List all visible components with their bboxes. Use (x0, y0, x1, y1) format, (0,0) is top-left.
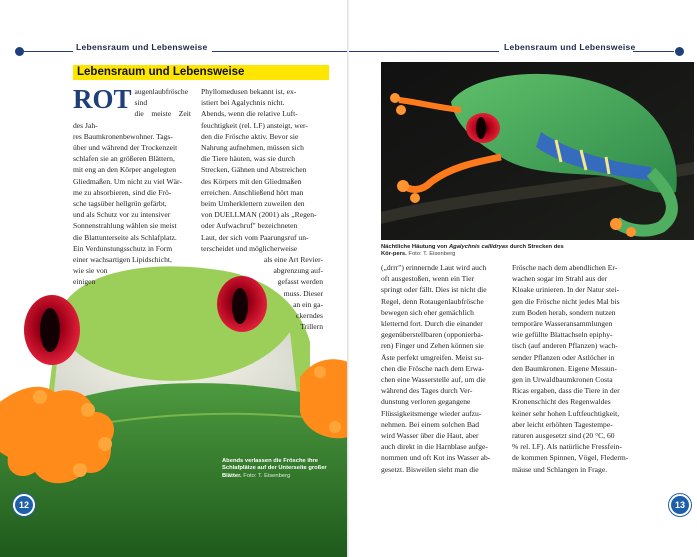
text-line: wird Wasser über die Haut, aber (381, 431, 479, 441)
text-line: ckerndes (296, 311, 323, 321)
text-line: einigen (73, 277, 96, 287)
text-line: an ein ga- (293, 299, 323, 309)
text-line: % rel. LF). Als natürliche Fressfein- (512, 442, 622, 452)
text-line: gen in Urwaldbaumkronen Costa (512, 375, 613, 385)
text-line: gesetzt. Bisweilen sieht man die (381, 464, 479, 474)
text-line: die Blattunterseite als Schlafplatz. (73, 232, 177, 242)
running-head-right: Lebensraum und Lebensweise (504, 42, 636, 52)
text-line: tisch (auf anderen Pflanzen) wach- (512, 341, 618, 351)
text-line: wie gefüllte Blattachseln epiphy- (512, 330, 613, 340)
text-line: de kommen Spinnen, Vögel, Flederm- (512, 453, 629, 463)
text-line: terscheidet und möglicherweise (201, 243, 298, 253)
text-line: Abends, wenn die relative Luft- (201, 109, 298, 119)
text-line: wie sie von (73, 266, 108, 276)
text-line: Kronenschicht des Regenwaldes (512, 397, 611, 407)
text-line: auch direkt in die Harnblase aufge- (381, 442, 488, 452)
text-line: zum Boden herab, sondern nutzen (512, 307, 616, 317)
running-head-bullet-icon (15, 47, 24, 56)
text-line: muss. Dieser (283, 288, 323, 298)
text-line: augenlaubfrösche sind (134, 87, 189, 108)
text-line: springt oder fällt. Dies ist nicht die (381, 285, 487, 295)
text-line: Frösche nach dem abendlichen Er- (512, 263, 618, 272)
text-line: raturen ausgesetzt sind (20 °C, 60 (512, 431, 615, 441)
text-line: und als Schutz vor zu intensiver (73, 210, 171, 220)
text-line: die meiste Zeit des Jah- (73, 109, 191, 130)
text-line: gefasst werden (277, 277, 323, 287)
running-head-bullet-icon (675, 47, 684, 56)
text-line: mäuse und Schlangen in Frage. (512, 464, 608, 474)
text-line: erreichen. Anschließend hört man (201, 187, 304, 197)
text-line: Trillern (300, 322, 323, 332)
text-line: Kloake urinieren. In der Natur stei- (512, 285, 620, 295)
text-line: Ricas ergaben, dass die Tiere in der (512, 386, 620, 396)
text-line: chen eine Wasserstelle auf, um die (381, 375, 486, 385)
text-line: kletternd fort. Durch die einander (381, 319, 483, 329)
right-column-1 (381, 262, 504, 475)
text-line: keiner sehr hohen Luftfeuchtigkeit, (512, 408, 620, 418)
text-line: einer wachsartigen Lipidschicht, (73, 255, 172, 265)
text-line: aber leicht erhöhten Tagestempe- (512, 419, 613, 429)
page-number-right: 13 (669, 494, 691, 516)
text-line: Regel, denn Rotaugenlaubfrösche (381, 296, 484, 306)
text-line: beim Umherklettern zuweilen den (201, 199, 305, 209)
text-line: den Baumkronen. Eigene Messun- (512, 363, 618, 373)
running-head-left: Lebensraum und Lebensweise (76, 42, 208, 52)
drop-cap: ROT (73, 84, 132, 114)
text-line: chen die Frösche nach dem Erwa- (381, 363, 485, 373)
text-line: Sonnenstrahlung wählen sie meist (73, 221, 177, 231)
header-rule-right (633, 51, 674, 52)
left-page (0, 0, 348, 557)
text-line: oft ausgestoßen, wenn ein Tier (381, 274, 475, 284)
header-rule-right (212, 51, 348, 52)
text-line: Ein Verdunstungsschutz in Form (73, 243, 173, 253)
text-line: istiert bei Agalychnis nicht. (201, 98, 285, 108)
text-line: bewegen sich eher gemächlich (381, 307, 474, 317)
text-line: dunstung verloren gegangene (381, 397, 471, 407)
text-line: Äste perfekt umgreifen. Meist su- (381, 352, 484, 362)
left-photo-caption: Abends verlassen die Frösche ihre Schlafplätze auf der Unterseite großer Blätter. Foto: T. Eisenberg (222, 458, 327, 479)
text-line: während des Tages durch Ver- (381, 386, 473, 396)
text-line: sender Pflanzen oder Astlöcher in (512, 352, 615, 362)
right-column-2 (512, 262, 638, 475)
text-line: Phyllomedusen bekannt ist, ex- (201, 87, 297, 96)
left-column-2 (201, 86, 323, 332)
text-line: als eine Art Revier- (263, 255, 323, 265)
left-column-1 (73, 86, 191, 288)
header-rule-left (349, 51, 499, 52)
frog-stretching-photo (381, 62, 694, 240)
right-page (349, 0, 697, 557)
text-line: über und während der Trockenzeit (73, 143, 178, 153)
text-line: von DUELLMAN (2001) als „Regen- (201, 210, 317, 220)
right-photo-caption: Nächtliche Häutung von Agalychnis callidryas durch Strecken des Kör-pers. Foto: T. Eisenberg (381, 244, 564, 258)
text-line: wachen sogar im Strahl aus der (512, 274, 608, 284)
text-line: Laut, der sich vom Paarungsruf un- (201, 232, 309, 242)
text-line: Flüssigkeitsmenge wieder aufzu- (381, 408, 482, 418)
text-line: schlafen sie an größeren Blättern, (73, 154, 175, 164)
text-line: des Körpers mit den Gliedmaßen (201, 176, 302, 186)
text-line: mit eng an den Körper angelegten (73, 165, 177, 175)
text-line: nommen und oft Kot ins Wasser ab- (381, 453, 491, 463)
text-line: gegenüberstellbaren (opponierba- (381, 330, 484, 340)
text-line: Gliedmaßen. Um nicht zu viel Wär- (73, 176, 182, 186)
text-line: ren) Finger und Zehen können sie (381, 341, 484, 351)
text-line: abgrenzung auf- (273, 266, 323, 276)
text-line: Strecken, Gähnen und Abstreichen (201, 165, 307, 175)
text-line: Nahrung aufnehmen, müssen sich (201, 143, 304, 153)
text-line: gen die Frösche nicht jedes Mal bis (512, 296, 620, 306)
text-line: sche tagsüber hellgrün gefärbt, (73, 199, 167, 209)
text-line: oder Aufwachruf" bezeichneten (201, 221, 298, 231)
text-line: die Tiere häuten, was sie durch (201, 154, 296, 164)
text-line: feuchtigkeit (rel. LF) ansteigt, wer- (201, 120, 308, 130)
text-line: me zu absorbieren, sind die Frö- (73, 187, 172, 197)
text-line: temporäre Wasseransammlungen (512, 319, 613, 329)
text-line: res Baumkronenbewohner. Tags- (73, 131, 173, 141)
text-line: den die Frösche aktiv. Bevor sie (201, 131, 299, 141)
text-line: („drrr") erinnernde Laut wird auch (381, 263, 487, 272)
header-rule-left (24, 51, 73, 52)
page-number-left: 12 (13, 494, 35, 516)
section-title: Lebensraum und Lebensweise (73, 65, 329, 80)
text-line: nehmen. Bei einem solchen Bad (381, 419, 480, 429)
